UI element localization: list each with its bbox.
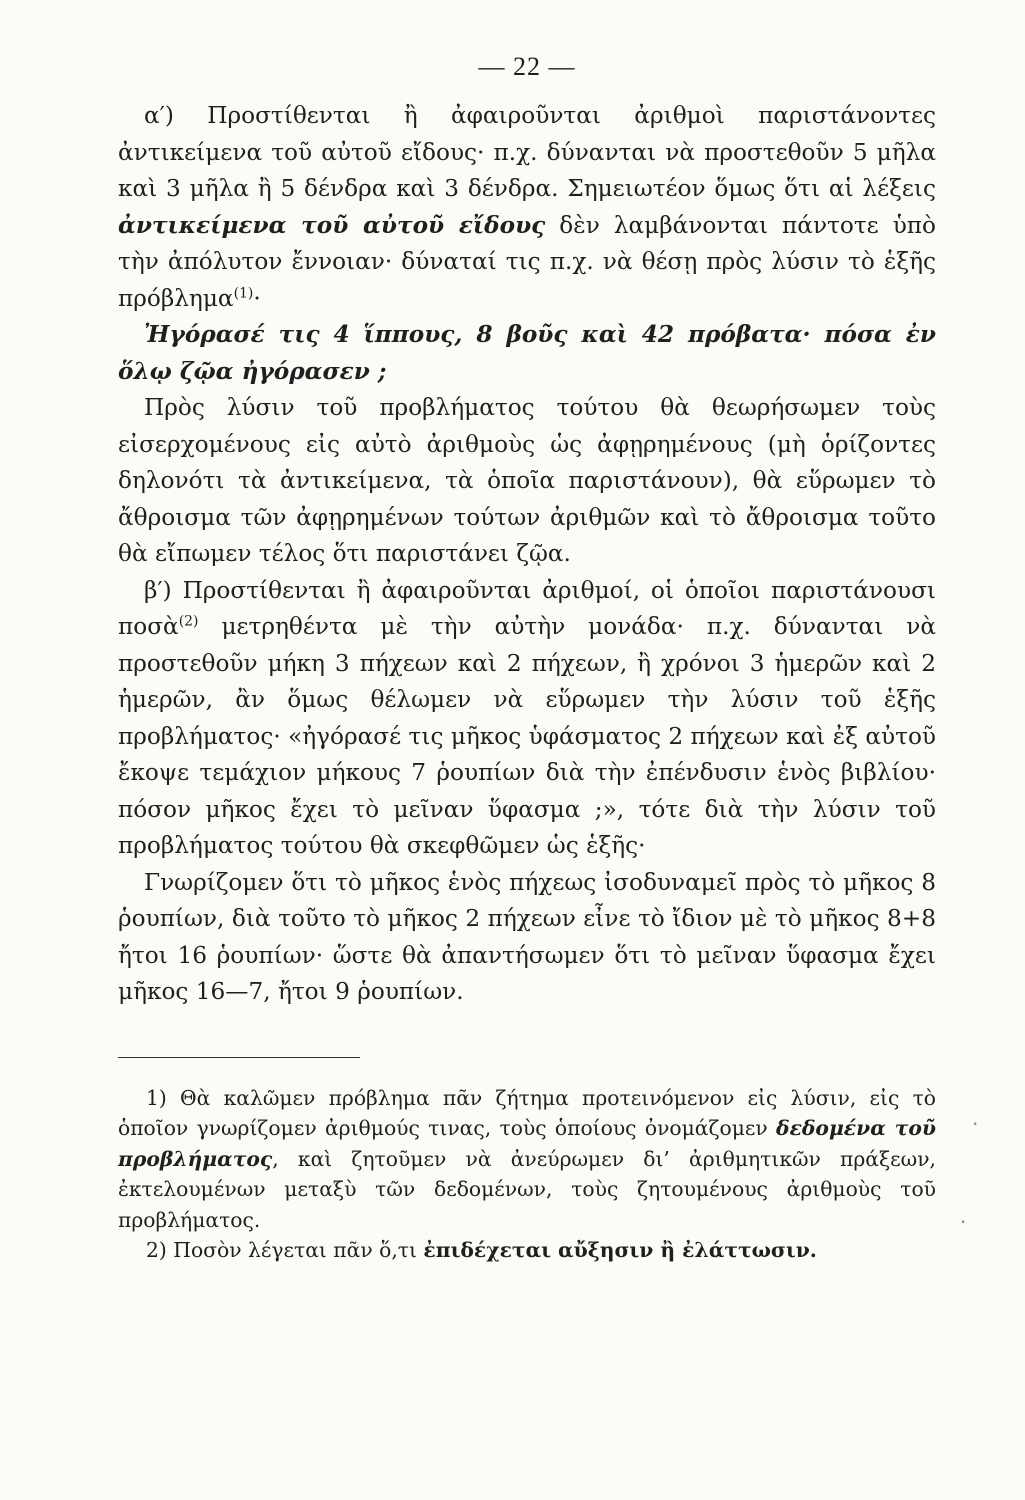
footnote-1-number: 1) [146, 1085, 167, 1110]
paragraph-beta-text-b: μετρηθέντα μὲ τὴν αὐτὴν μονάδα· π.χ. δύνανται νὰ προστεθοῦν μήκη 3 πήχεων καὶ 2 πήχεων, ἢ χρόνοι 3 ἡμερῶν καὶ 2 ἡμερῶν, ἂν ὅμως θέλωμεν νὰ εὕρωμεν τὴν λύσιν τοῦ ἑξῆς προβλήματος· «ἠγόρασέ τις μῆκος ὑφάσματος 2 πήχεων καὶ ἐξ αὐτοῦ ἔκοψε τεμάχιον μήκους 7 ῥουπίων διὰ τὴν ἐπένδυσιν ἑνὸς βιβλίου· πόσον μῆκος ἔχει τὸ μεῖναν ὕφασμα ;», τότε διὰ τὴν λύσιν τοῦ προβλήματος τούτου θὰ σκεφθῶμεν ὡς ἑξῆς· [118, 613, 936, 859]
footnote-1-text-b: , καὶ ζητοῦμεν νὰ ἀνεύρωμεν δι’ ἀριθμητικῶν πράξεων, ἐκτελουμένων μεταξὺ τῶν δεδομένων, τοὺς ζητουμένους ἀριθμοὺς τοῦ προβλήματος. [118, 1146, 936, 1232]
paragraph-beta [118, 573, 936, 865]
paragraph-alpha-text-a: α′) Προστίθενται ἢ ἀφαιροῦνται ἀριθμοὶ παριστάνοντες ἀντικείμενα τοῦ αὐτοῦ εἴδους· π.χ. δύνανται νὰ προστεθοῦν 5 μῆλα καὶ 3 μῆλα ἢ 5 δένδρα καὶ 3 δένδρα. Σημειωτέον ὅμως ὅτι αἱ λέξεις [118, 102, 936, 202]
footnote-2-text-a: Ποσὸν λέγεται πᾶν ὅ,τι [166, 1238, 424, 1262]
example-problem: Ἠγόρασέ τις 4 ἵππους, 8 βοῦς καὶ 42 πρόβατα· πόσα ἐν ὅλῳ ζῷα ἠγόρασεν ; [118, 321, 936, 385]
footnote-2-bold: ἐπιδέχεται αὔξησιν ἢ ἐλάττωσιν. [423, 1238, 817, 1262]
paragraph-alpha-text-b: δὲν λαμβάνονται πάντοτε ὑπὸ τὴν ἀπόλυτον ἔννοιαν· δύναταί τις π.χ. νὰ θέσῃ πρὸς λύσιν τὸ ἑξῆς πρόβλημα [118, 211, 936, 312]
paragraph-solution: Πρὸς λύσιν τοῦ προβλήματος τούτου θὰ θεωρήσωμεν τοὺς εἰσερχομένους εἰς αὐτὸ ἀριθμοὺς ὡς ἀφῃρημένους (μὴ ὁρίζοντες δηλονότι τὰ ἀντικείμενα, τὰ ὁποῖα παριστάνουν), θὰ εὕρωμεν τὸ ἄθροισμα τῶν ἀφῃρημένων τούτων ἀριθμῶν καὶ τὸ ἄθροισμα τοῦτο θὰ εἴπωμεν τέλος ὅτι παριστάνει ζῷα. [118, 394, 936, 567]
page-number: — 22 — [478, 52, 576, 81]
paragraph-beta-text-a: β′) Προστίθενται ἢ ἀφαιροῦνται ἀριθμοί, οἱ ὁποῖοι παριστάνουσι ποσὰ [118, 576, 936, 640]
footnote-ref-2: (2) [178, 613, 199, 630]
document-page [118, 52, 936, 1266]
footnote-1-text-a: Θὰ καλῶμεν πρόβλημα πᾶν ζήτημα προτεινόμενον εἰς λύσιν, εἰς τὸ ὁποῖον γνωρίζομεν ἀριθμούς τινας, τοὺς ὁποίους ὀνομάζομεν [118, 1085, 936, 1140]
footnote-ref-1: (1) [233, 284, 254, 301]
footnote-2-number: 2) [146, 1238, 167, 1262]
footnote-1 [118, 1083, 936, 1236]
footnote-1-bold: δεδομένα τοῦ προβλήματος [118, 1116, 936, 1171]
paragraph-alpha-end: · [253, 284, 261, 312]
margin-dot: · [972, 1112, 979, 1136]
paragraph-conclusion: Γνωρίζομεν ὅτι τὸ μῆκος ἑνὸς πήχεως ἰσοδυναμεῖ πρὸς τὸ μῆκος 8 ῥουπίων, διὰ τοῦτο τὸ μῆκος 2 πήχεων εἶνε τὸ ἴδιον μὲ τὸ μῆκος 8+8 ἤτοι 16 ῥουπίων· ὥστε θὰ ἀπαντήσωμεν ὅτι τὸ μεῖναν ὕφασμα ἔχει μῆκος 16—7, ἤτοι 9 ῥουπίων. [118, 868, 936, 1005]
margin-mark: · [960, 1210, 967, 1234]
emphasis-same-kind: ἀντικείμενα τοῦ αὐτοῦ εἴδους [118, 211, 546, 239]
footnote-2 [118, 1235, 936, 1266]
paragraph-alpha [118, 98, 936, 317]
footnote-divider [118, 1057, 360, 1058]
